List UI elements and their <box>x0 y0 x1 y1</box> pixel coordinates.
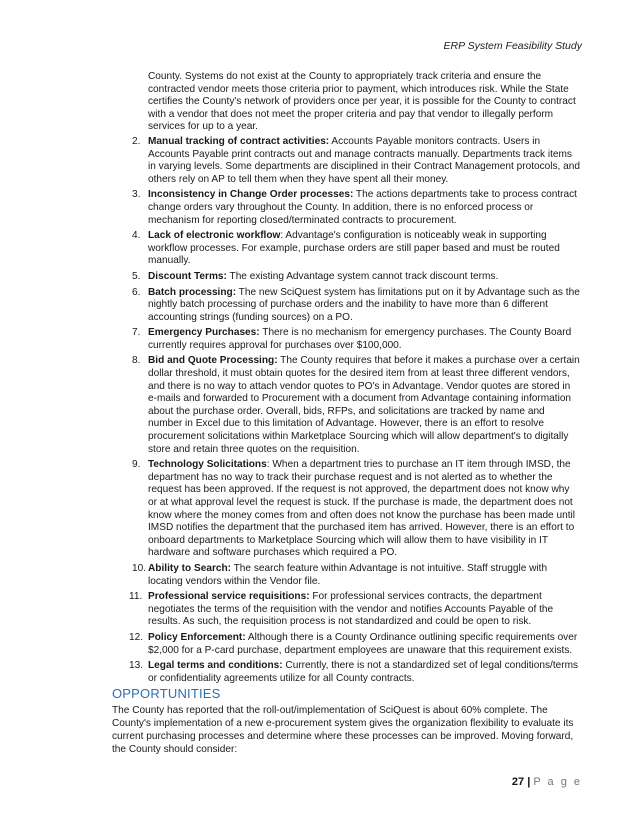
item-text: The actions departments take to process contract change orders vary throughout the County. In addition, there is no enforced process or mechanism for reporting closed/terminated contracts to procurement. <box>148 189 577 226</box>
issues-list <box>112 136 580 685</box>
item-text: The County requires that before it makes a purchase over a certain dollar threshold, it must obtain quotes for the desired item from at least three different vendors, and there is no way to attach vendor quotes to PO's in Advantage. Vendor quotes are stored in e-mails and forwarded to Procurement with a document from Advantage containing information about the purchase order. Overall, bids, RFPs, and solicitations are tracked by name and number in Excel due to this limitation of Advantage. However, there is an effort to resolve procurement solicitations within Marketplace Sourcing which will allow department's to digitally store and retain three quotes on the requisition. <box>148 355 580 455</box>
item-term: Lack of electronic workflow <box>148 230 281 242</box>
list-item <box>112 327 580 352</box>
item-number: 6. <box>132 286 141 298</box>
issues-content <box>112 71 580 688</box>
item-text: : When a department tries to purchase an IT item through IMSD, the department has no way to track their purchase request and is not alerted as to whether the request has been approved. If the request is not approved, the department does not know why or at what approval level the request is stuck. If the purchase is made, the department does not know where the money comes from and often does not know the purchase has been made until IMSD notifies the department that the purchased item has arrived. However, there is an effort to onboard departments to Marketplace Sourcing which will allow them to have visibility in IT hardware and software purchases which required a PO. <box>148 459 575 559</box>
item-term: Ability to Search: <box>148 562 232 574</box>
item-number: 11. <box>129 591 143 603</box>
list-item <box>112 287 580 325</box>
list-item <box>112 563 580 588</box>
item-term: Inconsistency in Change Order processes: <box>148 189 354 201</box>
item-text: : Advantage's configuration is noticeably weak in supporting workflow processes. For example, purchase orders are still paper based and must be routed manually. <box>148 230 560 267</box>
item-text: The search feature within Advantage is not intuitive. Staff struggle with locating vendors within the Vendor file. <box>148 562 548 587</box>
item-term: Policy Enforcement: <box>148 631 246 643</box>
list-item <box>112 271 580 284</box>
page-footer <box>512 776 582 788</box>
opportunities-paragraph: The County has reported that the roll-out/implementation of SciQuest is about 60% complete. The County's implementation of a new e-procurement system gives the organization flexibility to evaluate its current purchasing processes and determine where these processes can be improved. Moving forward, the County should consider: <box>112 705 574 755</box>
intro-paragraph: County. Systems do not exist at the County to appropriately track criteria and ensure the contracted vendor meets those criteria prior to payment, which introduces risk. While the State certifies the County's network of providers once per year, it is possible for the County to contract with a vendor that does not meet the proper criteria and pay that vendor to illegally perform services for up to a year. <box>148 71 576 133</box>
page-label: P a g e <box>533 776 582 788</box>
item-term: Bid and Quote Processing: <box>148 355 278 367</box>
item-term: Manual tracking of contract activities: <box>148 135 330 147</box>
item-number: 12. <box>129 631 144 643</box>
list-item <box>112 230 580 268</box>
item-number: 2. <box>132 135 141 147</box>
item-term: Technology Solicitations <box>148 459 267 471</box>
item-text: Accounts Payable monitors contracts. Users in Accounts Payable print contracts out and manage contracts manually. Departments track items in varying levels. Some departments are disciplined in their Contract Management protocols, and others rely on AP to tell them when they have spent all their money. <box>148 135 581 185</box>
item-number: 8. <box>132 355 141 367</box>
item-text: The existing Advantage system cannot track discount terms. <box>226 270 499 282</box>
item-number: 13. <box>129 660 144 672</box>
item-term: Batch processing: <box>148 286 237 298</box>
list-item <box>112 355 580 456</box>
item-number: 4. <box>132 230 141 242</box>
item-number: 9. <box>132 459 141 471</box>
item-term: Professional service requisitions: <box>148 591 310 603</box>
running-header: ERP System Feasibility Study <box>443 40 582 52</box>
opportunities-heading: OPPORTUNITIES <box>112 686 221 701</box>
item-number: 10. <box>132 562 147 574</box>
list-item <box>112 591 580 629</box>
item-text: Currently, there is not a standardized set of legal conditions/terms or confidentiality agreements utilize for all County contracts. <box>148 660 579 684</box>
item-text: Although there is a County Ordinance outlining specific requirements over $2,000 for a P-card purchase, department employees are unaware that this requirement exists. <box>148 631 578 656</box>
item-number: 5. <box>132 270 141 282</box>
item-text: The new SciQuest system has limitations put on it by Advantage such as the nightly batch processing of purchase orders and the inability to have more than 6 different accounting strings (funding sources) on a PO. <box>148 286 580 323</box>
item-text: There is no mechanism for emergency purchases. The County Board currently requires approval for purchases over $100,000. <box>148 327 572 351</box>
item-term: Legal terms and conditions: <box>148 660 283 672</box>
footer-separator: | <box>527 776 531 788</box>
list-item <box>112 459 580 560</box>
list-item <box>112 660 580 685</box>
page-number: 27 <box>511 776 525 788</box>
list-item <box>112 189 580 227</box>
list-item <box>112 136 580 186</box>
item-number: 3. <box>132 189 141 201</box>
item-text: For professional services contracts, the department negotiates the terms of the requisition with the vendor and notifies Accounts Payable of the results. As such, the requisition process is not standardized and could be open to risk. <box>148 591 554 628</box>
item-term: Discount Terms: <box>148 270 227 282</box>
item-term: Emergency Purchases: <box>148 327 260 339</box>
item-number: 7. <box>132 327 141 339</box>
list-item <box>112 632 580 657</box>
